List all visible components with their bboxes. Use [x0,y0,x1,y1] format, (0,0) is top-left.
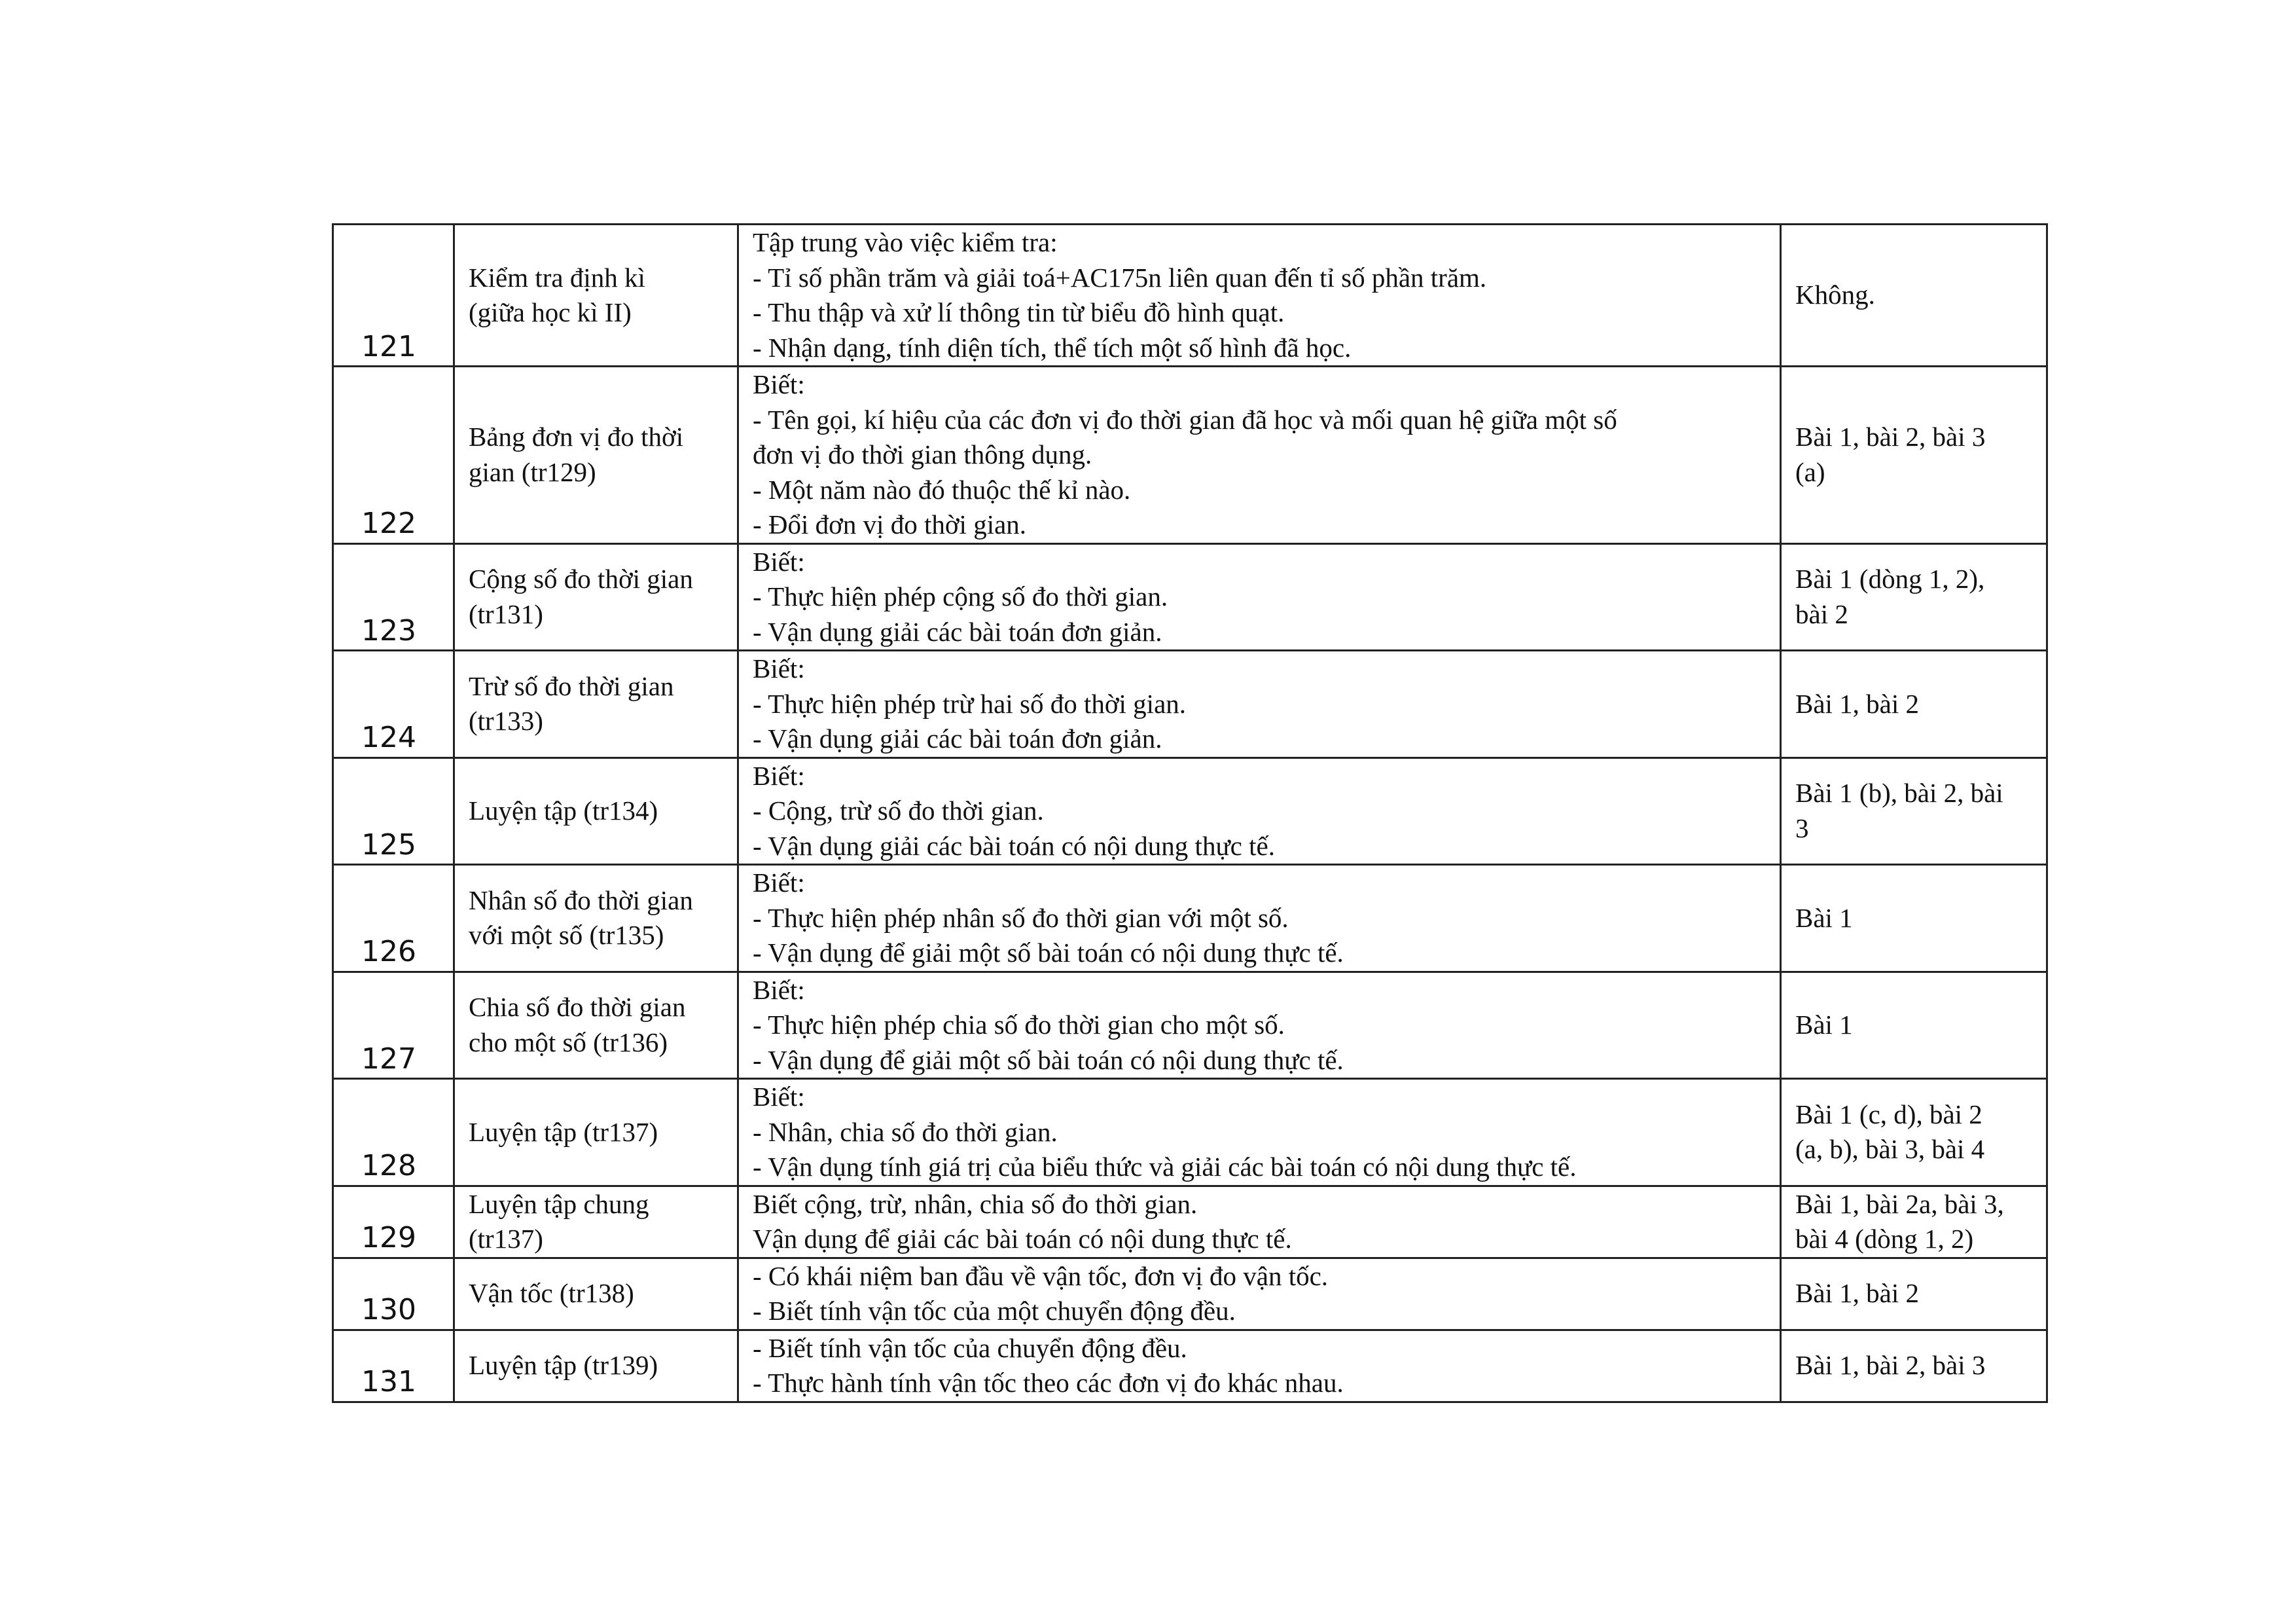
lesson-exercises-line: Bài 1, bài 2, bài 3 [1795,422,1986,452]
lesson-content-line: - Có khái niệm ban đầu về vận tốc, đơn vị đo vận tốc. [753,1260,1329,1291]
lesson-content-line: - Thực hiện phép chia số đo thời gian cho một số. [753,1010,1285,1040]
lesson-exercises-cell [1781,543,2047,651]
lesson-content-line: - Nhận dạng, tính diện tích, thể tích một số hình đã học. [753,332,1352,363]
lesson-title-line: gian (tr129) [469,456,596,487]
lesson-title-cell [454,1079,738,1186]
lesson-title-line: Kiểm tra định kì [469,262,645,293]
lesson-content-line: - Một năm nào đó thuộc thế kỉ nào. [753,474,1131,505]
lesson-content-line: Biết: [753,546,805,577]
lesson-content-cell [738,972,1781,1079]
lesson-exercises-cell [1781,1330,2047,1402]
lesson-exercises-line: Bài 1, bài 2a, bài 3, [1795,1188,2004,1219]
lesson-content-cell [738,1186,1781,1258]
lesson-number: 128 [361,1149,416,1182]
lesson-title-line: Luyện tập chung [469,1188,649,1219]
lesson-title-line: Chia số đo thời gian [469,992,686,1023]
lesson-title-line: (tr131) [469,598,543,629]
lesson-exercises-line: (a) [1795,456,1825,487]
lesson-content-cell [738,865,1781,972]
lesson-content-line: - Thực hiện phép nhân số đo thời gian với một số. [753,902,1289,933]
lesson-number: 123 [361,613,416,647]
lesson-exercises-cell [1781,1258,2047,1330]
table-row [333,972,2047,1079]
lesson-exercises-line: 3 [1795,812,1809,843]
lesson-title-cell [454,367,738,544]
lesson-content-cell [738,543,1781,651]
lesson-number: 122 [361,507,416,540]
table-row [333,865,2047,972]
lesson-content-line: - Thực hành tính vận tốc theo các đơn vị đo khác nhau. [753,1368,1344,1398]
lesson-content-line: Biết cộng, trừ, nhân, chia số đo thời gian. [753,1188,1198,1219]
lesson-content-line: - Vận dụng giải các bài toán có nội dung thực tế. [753,830,1275,861]
lesson-title-line: Luyện tập (tr137) [469,1116,658,1147]
lesson-number: 125 [361,828,416,862]
lesson-title-line: (tr133) [469,706,543,737]
lesson-content-line: - Thực hiện phép trừ hai số đo thời gian. [753,688,1187,719]
lesson-title-cell [454,543,738,651]
lesson-content-line: - Cộng, trừ số đo thời gian. [753,795,1044,826]
lesson-title-cell [454,651,738,758]
lesson-number-cell [333,972,454,1079]
lesson-content-line: Biết: [753,760,805,791]
table-row [333,225,2047,367]
lesson-content-line: - Tên gọi, kí hiệu của các đơn vị đo thời gian đã học và mối quan hệ giữa một số [753,404,1617,435]
lesson-title-line: với một số (tr135) [469,920,664,951]
lesson-content-line: Biết: [753,974,805,1005]
table-row [333,1079,2047,1186]
lesson-number: 124 [361,721,416,754]
lesson-content-line: - Đổi đơn vị đo thời gian. [753,509,1027,539]
lesson-title-line: Nhân số đo thời gian [469,884,693,915]
lesson-exercises-line: Bài 1 [1795,902,1853,933]
lesson-exercises-line: (a, b), bài 3, bài 4 [1795,1134,1985,1165]
lesson-title-cell [454,757,738,865]
lesson-number: 126 [361,935,416,968]
lesson-number-cell [333,1079,454,1186]
lesson-content-line: đơn vị đo thời gian thông dụng. [753,439,1092,469]
lesson-number-cell [333,865,454,972]
table-row [333,651,2047,758]
lesson-number: 130 [361,1293,416,1326]
lesson-exercises-cell [1781,367,2047,544]
lesson-exercises-line: Bài 1, bài 2, bài 3 [1795,1350,1986,1381]
lesson-content-line: - Vận dụng để giải một số bài toán có nội dung thực tế. [753,938,1344,968]
table-body [333,225,2047,1402]
lesson-number-cell [333,367,454,544]
lesson-title-cell [454,865,738,972]
lesson-content-line: - Tỉ số phần trăm và giải toá+AC175n liên quan đến tỉ số phần trăm. [753,262,1487,293]
lesson-exercises-line: Bài 1 (b), bài 2, bài [1795,778,2003,809]
lesson-number-cell [333,757,454,865]
table-row [333,757,2047,865]
lesson-number-cell [333,1186,454,1258]
lesson-exercises-cell [1781,865,2047,972]
lesson-exercises-line: Bài 1 (dòng 1, 2), [1795,564,1985,594]
lesson-title-cell [454,1258,738,1330]
lesson-number-cell [333,543,454,651]
lesson-number-cell [333,1258,454,1330]
lesson-content-line: - Vận dụng tính giá trị của biểu thức và giải các bài toán có nội dung thực tế. [753,1152,1577,1182]
lesson-exercises-line: bài 2 [1795,598,1848,629]
lesson-title-line: Luyện tập (tr134) [469,795,658,826]
lesson-number: 121 [361,329,416,363]
lesson-content-line: - Vận dụng giải các bài toán đơn giản. [753,616,1162,647]
lesson-exercises-line: Bài 1 (c, d), bài 2 [1795,1099,1982,1129]
lesson-content-line: Biết: [753,653,805,684]
lesson-content-cell [738,757,1781,865]
lesson-content-line: - Biết tính vận tốc của chuyển động đều. [753,1332,1187,1363]
lesson-number-cell [333,651,454,758]
lesson-exercises-cell [1781,1079,2047,1186]
lesson-content-line: Tập trung vào việc kiểm tra: [753,227,1058,257]
lesson-exercises-cell [1781,1186,2047,1258]
lesson-title-line: (giữa học kì II) [469,297,632,327]
lesson-plan-table [332,223,2048,1403]
lesson-content-cell [738,225,1781,367]
lesson-title-line: Trừ số đo thời gian [469,670,674,701]
lesson-content-line: - Thực hiện phép cộng số đo thời gian. [753,581,1168,611]
lesson-title-cell [454,225,738,367]
lesson-title-cell [454,1186,738,1258]
table-row [333,1258,2047,1330]
lesson-exercises-cell [1781,757,2047,865]
lesson-title-line: (tr137) [469,1224,543,1254]
lesson-number: 127 [361,1042,416,1076]
lesson-content-line: - Biết tính vận tốc của một chuyển động đều. [753,1296,1236,1326]
lesson-title-cell [454,972,738,1079]
lesson-content-line: - Thu thập và xử lí thông tin từ biểu đồ hình quạt. [753,297,1285,327]
table-row [333,1330,2047,1402]
lesson-number-cell [333,1330,454,1402]
lesson-title-line: Luyện tập (tr139) [469,1350,658,1381]
table-row [333,543,2047,651]
lesson-number: 131 [361,1365,416,1398]
lesson-exercises-cell [1781,225,2047,367]
lesson-title-line: Vận tốc (tr138) [469,1278,634,1309]
lesson-content-cell [738,1330,1781,1402]
lesson-content-line: - Vận dụng để giải một số bài toán có nội dung thực tế. [753,1044,1344,1075]
lesson-content-cell [738,1079,1781,1186]
lesson-content-line: - Vận dụng giải các bài toán đơn giản. [753,723,1162,754]
lesson-content-line: Biết: [753,369,805,399]
table-row [333,367,2047,544]
lesson-title-line: Bảng đơn vị đo thời [469,422,684,452]
lesson-content-line: Biết: [753,867,805,898]
lesson-title-cell [454,1330,738,1402]
lesson-content-line: Vận dụng để giải các bài toán có nội dung thực tế. [753,1224,1292,1254]
lesson-exercises-line: Không. [1795,280,1875,310]
lesson-content-cell [738,651,1781,758]
lesson-exercises-line: Bài 1, bài 2 [1795,688,1920,719]
lesson-exercises-line: Bài 1, bài 2 [1795,1278,1920,1309]
table-row [333,1186,2047,1258]
lesson-content-cell [738,367,1781,544]
lesson-content-line: - Nhân, chia số đo thời gian. [753,1116,1058,1147]
lesson-title-line: cho một số (tr136) [469,1027,668,1057]
lesson-exercises-cell [1781,972,2047,1079]
lesson-number: 129 [361,1221,416,1254]
lesson-number-cell [333,225,454,367]
lesson-content-line: Biết: [753,1082,805,1112]
lesson-exercises-line: bài 4 (dòng 1, 2) [1795,1224,1974,1254]
lesson-exercises-cell [1781,651,2047,758]
lesson-title-line: Cộng số đo thời gian [469,564,693,594]
lesson-content-cell [738,1258,1781,1330]
lesson-exercises-line: Bài 1 [1795,1010,1853,1040]
